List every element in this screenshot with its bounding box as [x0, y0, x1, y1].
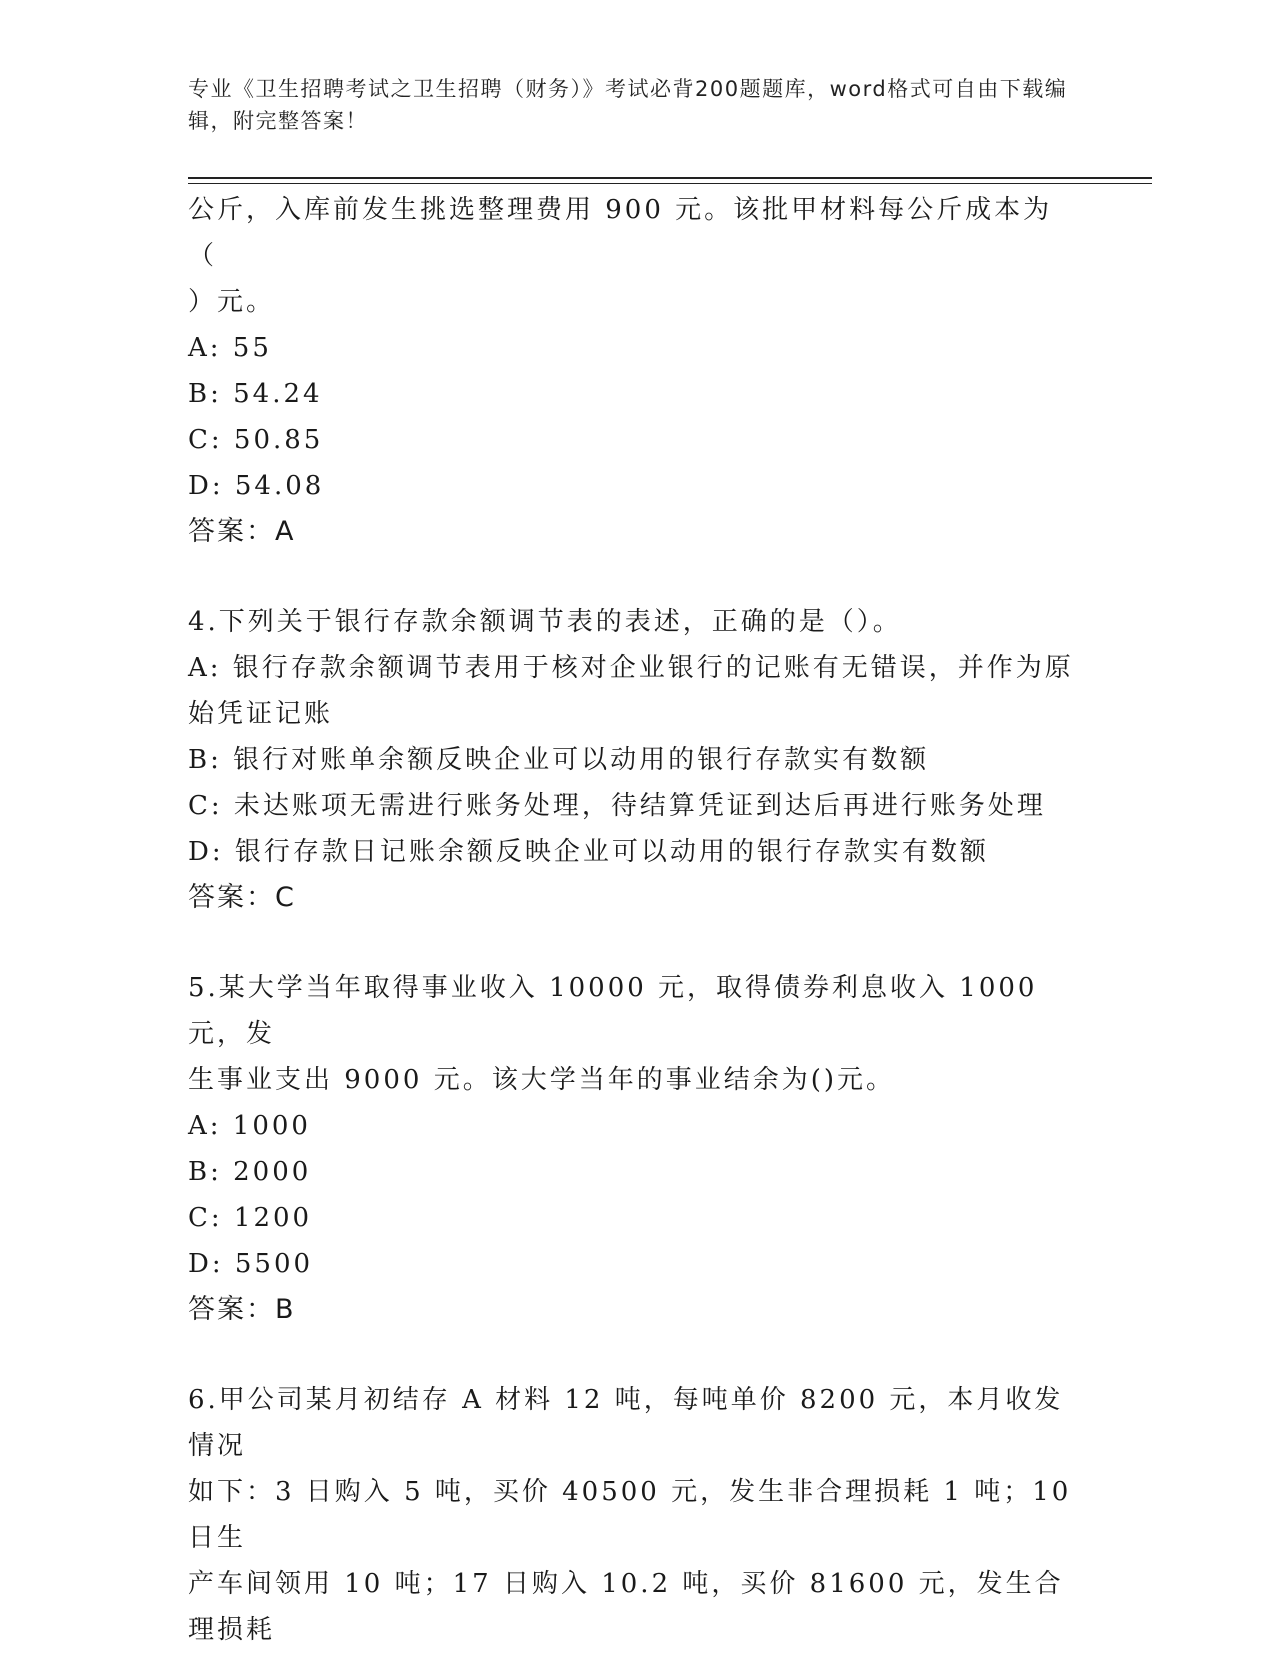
question-stem-line: 如下：3 日购入 5 吨，买价 40500 元，发生非合理损耗 1 吨；10 日生 — [188, 1477, 1083, 1553]
question-6 — [188, 1377, 1083, 1653]
question-stem-line: 产车间领用 10 吨；17 日购入 10.2 吨，买价 81600 元，发生合理损耗 — [188, 1569, 1064, 1645]
option-b: B: 2000 — [188, 1157, 312, 1187]
option-b: B: 54.24 — [188, 379, 323, 409]
question-stem-line: 4.下列关于银行存款余额调节表的表述，正确的是（）。 — [188, 607, 902, 637]
option-a-continued: 始凭证记账 — [188, 699, 334, 729]
option-d: D: 银行存款日记账余额反映企业可以动用的银行存款实有数额 — [188, 837, 989, 867]
option-d: D: 5500 — [188, 1249, 314, 1279]
header-divider-thin — [188, 183, 1152, 184]
question-stem-line: ）元。 — [188, 287, 276, 317]
question-list — [188, 187, 1083, 1653]
document-header — [188, 73, 1068, 137]
answer-line: 答案：B — [188, 1294, 296, 1325]
option-a: A: 55 — [188, 333, 272, 363]
option-c: C: 50.85 — [188, 425, 324, 455]
answer-line: 答案：A — [188, 516, 296, 547]
option-a: A: 银行存款余额调节表用于核对企业银行的记账有无错误，并作为原 — [188, 653, 1074, 683]
header-divider-thick — [188, 177, 1152, 179]
question-4 — [188, 599, 1078, 921]
question-5 — [188, 965, 1078, 1333]
question-spacer — [188, 1333, 1078, 1377]
option-d: D: 54.08 — [188, 471, 325, 501]
question-stem-line: 生事业支出 9000 元。该大学当年的事业结余为()元。 — [188, 1065, 895, 1095]
question-stem-line: 公斤，入库前发生挑选整理费用 900 元。该批甲材料每公斤成本为（ — [188, 195, 1053, 271]
option-b: B: 银行对账单余额反映企业可以动用的银行存款实有数额 — [188, 745, 930, 775]
question-3 — [188, 187, 1078, 555]
header-title: 专业《卫生招聘考试之卫生招聘（财务）》考试必背200题题库，word格式可自由下载编辑，附完整答案！ — [188, 77, 1068, 133]
question-stem-line: 5.某大学当年取得事业收入 10000 元，取得债券利息收入 1000 元，发 — [188, 973, 1049, 1049]
option-c: C: 未达账项无需进行账务处理，待结算凭证到达后再进行账务处理 — [188, 791, 1046, 821]
option-a: A: 1000 — [188, 1111, 311, 1141]
answer-line: 答案：C — [188, 882, 296, 913]
question-spacer — [188, 921, 1078, 965]
option-c: C: 1200 — [188, 1203, 313, 1233]
question-spacer — [188, 555, 1078, 599]
question-stem-line: 6.甲公司某月初结存 A 材料 12 吨，每吨单价 8200 元，本月收发情况 — [188, 1385, 1064, 1461]
